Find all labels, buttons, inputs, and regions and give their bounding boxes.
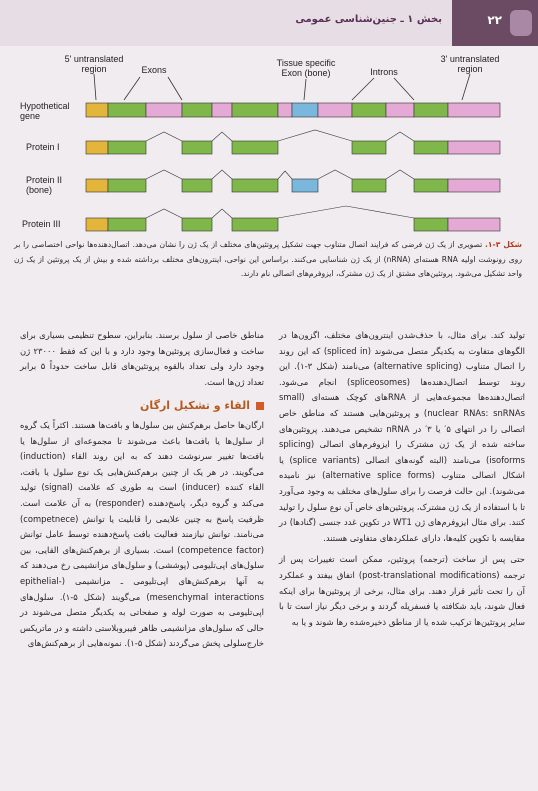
chapter-title: بخش ۱ ـ جنین‌شناسی عمومی: [295, 14, 442, 25]
p3-exon: [232, 218, 278, 231]
p2-exon: [352, 179, 386, 192]
label-tissue: Tissue specific: [276, 58, 336, 68]
row-label-protein-3: Protein III: [22, 219, 61, 229]
gene-utr5: [86, 103, 108, 117]
figure-caption-text: تصویری از یک ژن فرضی که فرایند اتصال متناوب جهت تشکیل پروتئین‌های مختلف از یک ژن را نشان می‌دهد. اتصال‌دهنده‌ها نواحی اختصاصی را بر روی رونوشت اولیه RNA هسته‌ای (nRNA) از یک ژن شناسایی می‌کنند. براساس این نواحی، اینترون‌های مختلف برداشته شده و بیش از یک پروتئین از یک ژن واحد تشکیل می‌شود. پروتئین‌های مشتق از یک ژن مشترک، ایزوفرم‌های اتصالی نام دارند.: [14, 240, 522, 278]
p2-exon: [414, 179, 448, 192]
header-decoration: [510, 10, 532, 36]
p1-exon: [108, 141, 146, 154]
protein-1-row: [86, 130, 500, 154]
protein-2-row: [86, 170, 500, 192]
gene-exon: [232, 103, 278, 117]
label-utr3: 3' untranslated: [440, 54, 500, 64]
label-utr5: 5' untranslated: [64, 54, 124, 64]
p1-exon: [232, 141, 278, 154]
section-heading-text: القاء و تشکیل ارگان: [140, 399, 250, 413]
gene-intron: [146, 103, 182, 117]
gene-intron: [278, 103, 292, 117]
p3-utr5: [86, 218, 108, 231]
label-utr3-b: region: [457, 64, 483, 74]
page-header: [0, 0, 538, 46]
splicing-diagram: [0, 54, 538, 240]
page-number: ۲۲: [487, 13, 502, 27]
row-label-protein-2-b: (bone): [26, 185, 53, 195]
p1-exon: [182, 141, 212, 154]
gene-exon: [182, 103, 212, 117]
right-paragraph-2: حتی پس از ساخت (ترجمه) پروتئین، ممکن است تغییرات پس از ترجمه (post-translational modifications) اتفاق بیفتد و عملکرد آن را تحت تأثیر قرار دهند. برای مثال، برخی از پروتئین‌ها برای اینکه فعال شوند، باید شکافته یا فسفریله گردند و برخی دیگر نیاز است تا با سایر پروتئین‌ها ترکیب شده یا از مناطق ذخیره‌شده رها شوند و یا به: [279, 554, 526, 627]
p2-exon: [182, 179, 212, 192]
gene-exon: [108, 103, 146, 117]
gene-row: [86, 103, 500, 117]
right-column: [279, 328, 525, 636]
p1-exon: [414, 141, 448, 154]
gene-intron: [386, 103, 414, 117]
p3-exon: [108, 218, 146, 231]
heading-square-icon: [256, 402, 264, 410]
p2-exon: [108, 179, 146, 192]
protein-3-row: [86, 206, 500, 231]
row-label-gene-b: gene: [20, 111, 41, 121]
figure-caption: [14, 238, 522, 282]
gene-tissue-exon: [292, 103, 318, 117]
p2-utr3: [448, 179, 500, 192]
p1-exon: [352, 141, 386, 154]
label-introns: Introns: [370, 67, 398, 77]
row-label-protein-1: Protein I: [26, 142, 60, 152]
left-paragraph-2: ارگان‌ها حاصل برهم‌کنش بین سلول‌ها و بافت‌ها هستند. اکثراً یک گروه از سلول‌ها یا بافت‌ها باعث می‌شوند تا مجموعه‌ای از سلول‌ها یا بافت‌ها تغییر سرنوشت دهند که به این روند القاء (induction) می‌گویند. در هر یک از چنین برهم‌کنش‌هایی یک نوع سلول یا بافت، القاء کننده (inducer) است به طوری که علامت (signal) تولید می‌کند و گروه دیگر، پاسخ‌دهنده (responder) به آن علامت است. ظرفیت پاسخ به چنین علایمی را قابلیت یا توانش (competnece) می‌نامند. توانش نیازمند فعالیت بافت پاسخ‌دهنده توسط عامل توانش (competence factor) است. بسیاری از برهم‌کنش‌های القایی، بین سلول‌های اپی‌تلیومی (پوششی) و سلول‌های مزانشیمی رخ می‌دهند که به آنها برهم‌کنش‌های اپی‌تلیومی ـ مزانشیمی (epithelial-mesenchymal interactions) می‌گویند (شکل ۵-۱). سلول‌های اپی‌تلیومی به صورت لوله و صفحاتی به یکدیگر متصل می‌شوند در حالی که سلول‌های مزانشیمی ظاهر فیبروبلاستی داشته و در ماتریکس خارج‌سلولی پخش می‌گردند (شکل ۵-۱). نمونه‌هایی از برهم‌کنش‌های: [20, 419, 265, 649]
left-paragraph-1: مناطق خاصی از سلول برسند. بنابراین، سطوح تنظیمی بسیاری برای ساخت و فعال‌سازی پروتئین‌ها وجود دارد و با این که فقط ۲۳۰۰۰ ژن وجود دارد ولی تعداد بالقوه پروتئین‌های قابل ساخت حدوداً ۵ برابر تعداد ژن‌ها است.: [20, 330, 265, 387]
gene-intron: [212, 103, 232, 117]
p1-utr5: [86, 141, 108, 154]
label-utr5-b: region: [81, 64, 107, 74]
figure-number: شکل ۳-۱.: [485, 240, 523, 249]
p3-utr3: [448, 218, 500, 231]
row-label-gene: Hypothetical: [20, 101, 70, 111]
gene-utr3: [448, 103, 500, 117]
p3-exon: [182, 218, 212, 231]
p2-tissue-exon: [292, 179, 318, 192]
gene-exon: [352, 103, 386, 117]
p1-utr3: [448, 141, 500, 154]
left-column: [20, 328, 264, 658]
gene-exon: [414, 103, 448, 117]
p3-exon: [414, 218, 448, 231]
label-exons: Exons: [141, 65, 167, 75]
p2-utr5: [86, 179, 108, 192]
gene-intron: [318, 103, 352, 117]
right-paragraph-1: تولید کند. برای مثال، با حذف‌شدن اینترون‌های مختلف، اگزون‌ها در الگوهای متفاوت به یکدیگر متصل می‌شوند (spliced in) که این روند را اتصال متناوب (alternative splicing) می‌نامند (شکل ۳-۱). این روند توسط اتصال‌دهنده‌ها (spliceosomes) انجام می‌شود. اتصال‌دهنده‌ها مجموعه‌هایی از RNAهای کوچک هسته‌ای (small nuclear RNAs: snRNAs) و پروتئین‌هایی هستند که مناطق خاص اتصالی را در انتهای ۵′ یا ۳′ در nRNA تشخیص می‌دهند. پروتئین‌های ساخته شده از یک ژن مشترک را ایزوفرم‌های اتصالی (splicing isoforms) می‌نامند (البته گونه‌های اتصالی (splice variants) یا اشکال اتصالی متناوب (alternative splice forms) نیز نامیده می‌شوند). این حالت فرصت را برای سلول‌های مختلف به وجود می‌آورد تا با استفاده از یک ژن مشترک، پروتئین‌های خاص آن نوع سلول را تولید کنند. برای مثال ایزوفرم‌های ژن WT1 در تکوین غدد جنسی (گنادها) در مقایسه با تکوین کلیه‌ها، دارای عملکردهای متفاوتی هستند.: [279, 330, 525, 543]
section-heading: [20, 398, 264, 414]
label-tissue-b: Exon (bone): [281, 68, 331, 78]
row-label-protein-2: Protein II: [26, 175, 63, 185]
p2-exon: [232, 179, 278, 192]
